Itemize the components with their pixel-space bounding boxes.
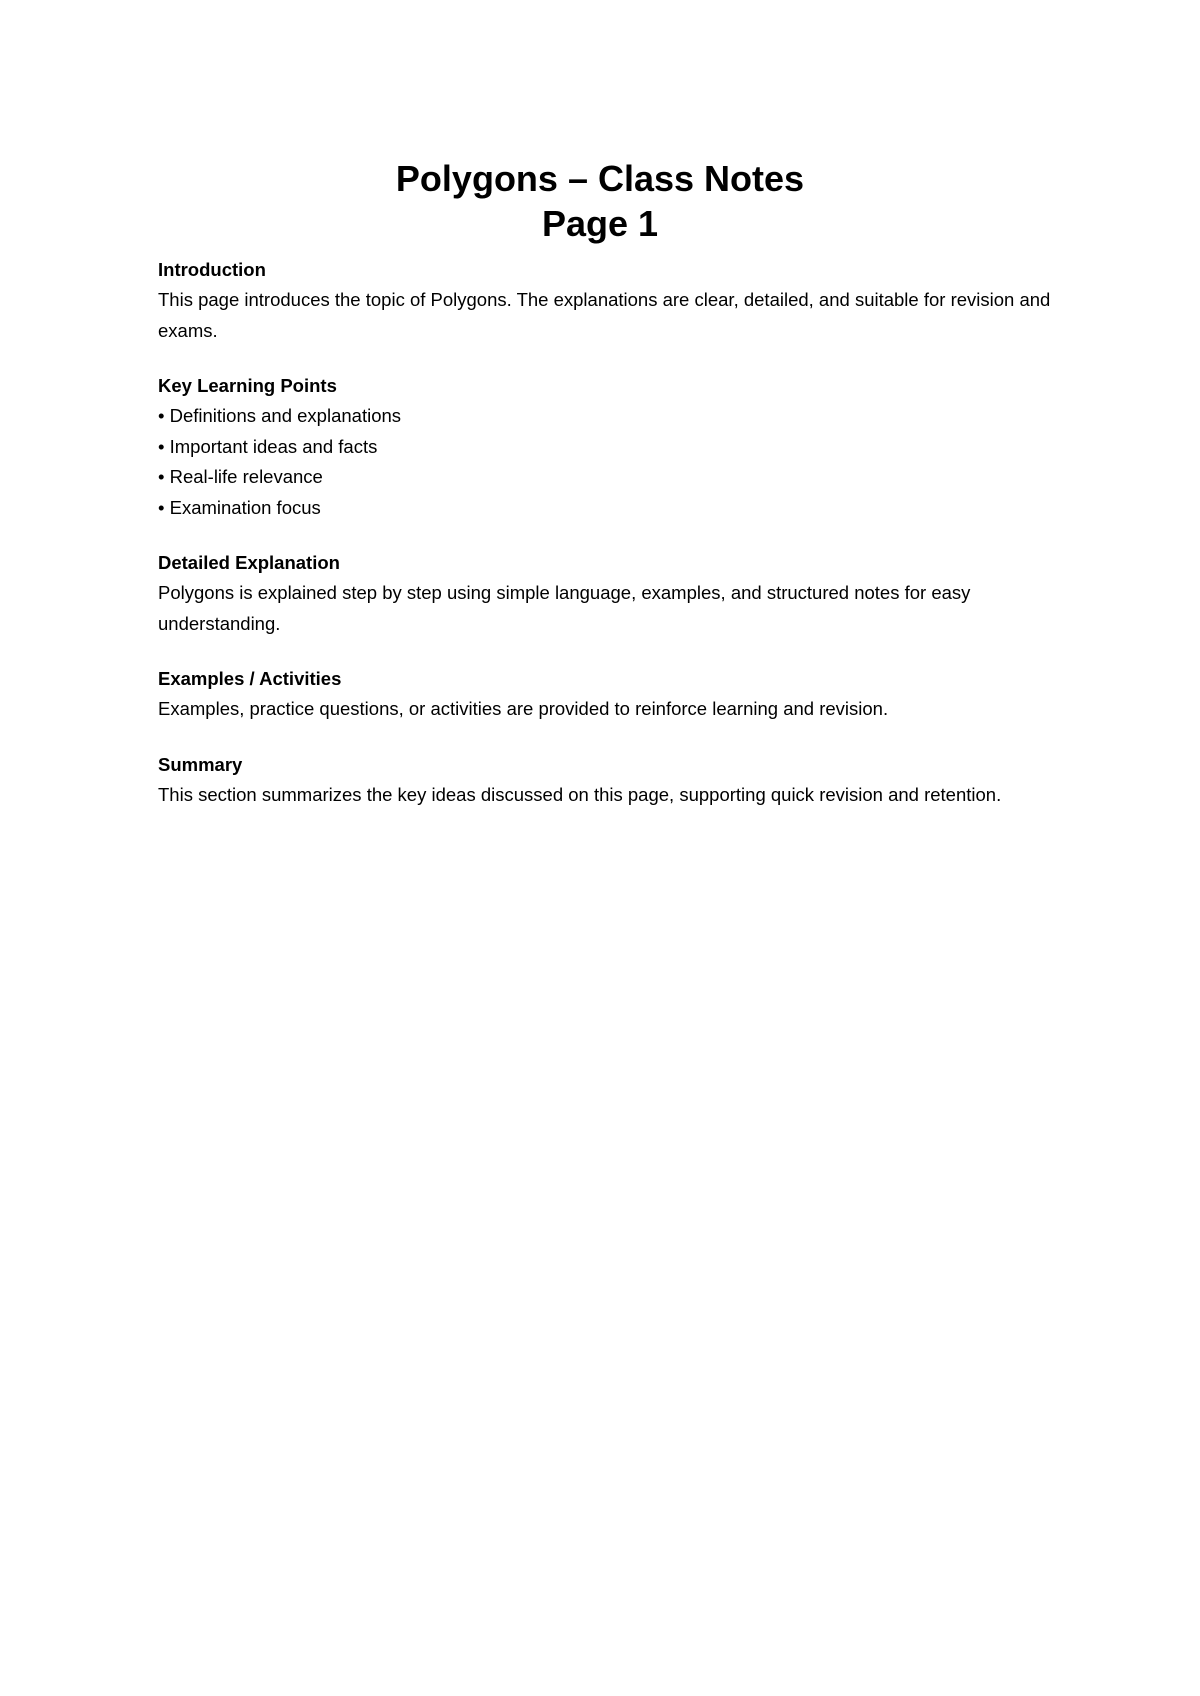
section-heading: Key Learning Points bbox=[158, 375, 337, 396]
section-summary bbox=[158, 750, 1058, 811]
page-label: Page 1 bbox=[541, 203, 659, 244]
document-body bbox=[158, 255, 1058, 835]
section-text: Polygons is explained step by step using simple language, examples, and structured notes for easy understanding. bbox=[158, 582, 971, 634]
document-title: Polygons – Class Notes bbox=[395, 158, 805, 199]
section-text: Examples, practice questions, or activities are provided to reinforce learning and revision. bbox=[158, 698, 889, 719]
list-item: • Definitions and explanations bbox=[158, 405, 402, 426]
list-item: • Real-life relevance bbox=[158, 466, 323, 487]
section-heading: Examples / Activities bbox=[158, 668, 342, 689]
bullet-list bbox=[158, 401, 1058, 523]
section-text: This section summarizes the key ideas discussed on this page, supporting quick revision and retention. bbox=[158, 783, 1002, 805]
section-heading: Detailed Explanation bbox=[158, 552, 340, 573]
list-item: • Important ideas and facts bbox=[158, 435, 378, 457]
title-block bbox=[0, 156, 1200, 246]
section-heading: Summary bbox=[158, 753, 243, 775]
section-text: This page introduces the topic of Polygons. The explanations are clear, detailed, and suitable for revision and exams. bbox=[158, 289, 1051, 341]
section-heading: Introduction bbox=[158, 259, 266, 280]
section-detailed-explanation bbox=[158, 548, 1058, 639]
list-item: • Examination focus bbox=[158, 496, 321, 518]
section-key-learning-points bbox=[158, 371, 1058, 523]
section-examples-activities bbox=[158, 664, 1058, 725]
section-introduction bbox=[158, 255, 1058, 346]
